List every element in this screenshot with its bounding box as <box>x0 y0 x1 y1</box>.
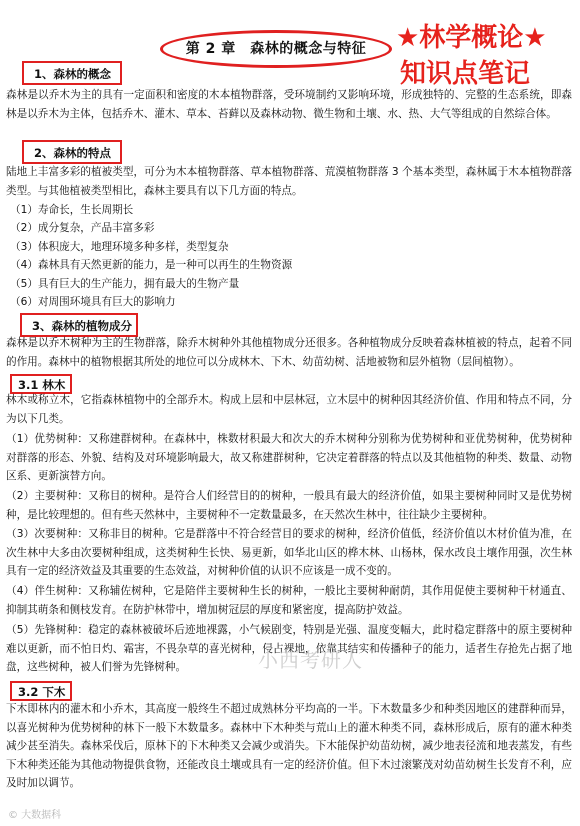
main-species-paragraph: （2）主要树种：又称目的树种。是符合人们经营目的的树种，一般具有最大的经济价值，如果主要树种同时又是优势树种，是比较理想的。但有些天然林中，主要树种不一定数量最多，在天然次生林中，往往缺少主要树种。 <box>6 490 572 521</box>
section-1-text: 森林是以乔木为主的具有一定面积和密度的木本植物群落，受环境制约又影响环境，形成独特的、完整的生态系统，即森林是以乔木为主体，包括乔木、灌木、草本、苔藓以及森林动物、微生物和土壤、水、热、大气等组成的自然综合体。 <box>6 89 572 120</box>
section-2-text: 陆地上丰富多彩的植被类型，可分为木本植物群落、草本植物群落、荒漠植物群落 3 个基本类型，森林属于木本植物群落类型。与其他植被类型相比，森林主要具有以下几方面的特点。 <box>6 166 572 197</box>
list-item: （2）成分复杂，产品丰富多彩 <box>10 222 155 235</box>
section-1-heading: 1、森林的概念 <box>34 67 112 81</box>
section-2-heading: 2、森林的特点 <box>34 146 112 160</box>
section-3-text: 森林是以乔木树种为主的生物群落，除乔木树种外其他植物成分还很多。各种植物成分反映着森林植被的特点，起着不同的作用。森林中的植物根据其所处的地位可以分成林木、下木、幼苗幼树、活地被物和层外植物（层间植物）。 <box>6 337 572 368</box>
list-item: （4）森林具有天然更新的能力，是一种可以再生的生物资源 <box>10 259 293 272</box>
list-item: （6）对周围环境具有巨大的影响力 <box>10 295 176 308</box>
list-item: （5）具有巨大的生产能力，拥有最大的生物产量 <box>10 277 240 290</box>
feature-list <box>10 201 292 311</box>
section-3-heading: 3、森林的植物成分 <box>32 319 133 333</box>
dominant-species-paragraph: （1）优势树种：又称建群树种。在森林中，株数材积最大和次大的乔木树种分别称为优势树种和亚优势树种，优势树种对群落的形态、外貌、结构及对环境影响最大，故又称建群树种，它决定着群落的特点以及其他植物的种类、数量、动物区系、更新演替方向。 <box>6 433 572 483</box>
list-item: （1）寿命长，生长周期长 <box>10 204 134 216</box>
pioneer-species-paragraph: （5）先锋树种：稳定的森林被破坏后迹地裸露，小气候剧变，特别是光强、温度变幅大，此时稳定群落中的原主要树种难以更新，而不怕日灼、霜害，不畏杂草的喜光树种，侵占裸地，依靠其结实和传播种子的能力，适者生存抢先占据了地盘，这些树种，被人们誉为先锋树种。 <box>6 624 572 674</box>
secondary-species-paragraph: （3）次要树种：又称非目的树种。它是群落中不符合经营目的要求的树种，经济价值低，经济价值以木材价值为准，在次生林中大多由次要树种组成，这类树种生长快、易更新，如华北山区的桦木林、山杨林，保水改良土壤作用强，次生林具有一定的经济效益及其重要的生态效益，对树种价值的认识不应该是一成不变的。 <box>6 528 572 578</box>
companion-species-paragraph: （4）伴生树种：又称辅佐树种，它是陪伴主要树种生长的树种，一般比主要树种耐荫，其作用促使主要树种干材通直、抑制其萌条和侧枝发育。在防护林带中，增加树冠层的厚度和紧密度，提高防护效益。 <box>6 585 572 616</box>
list-item: （3）体积庞大，地理环境多种多样，类型复杂 <box>10 240 229 253</box>
subsection-3-2-text: 下木即林内的灌木和小乔木，其高度一般终生不超过成熟林分平均高的一半。下木数量多少和种类因地区的建群种而异，以喜光树种为优势树种的林下一般下木数量多。森林中下木种类与荒山上的灌木种类不同，森林形成后，原有的灌木种类减少甚至消失。森林采伐后，原林下的下木种类又会减少或消失。下木能保护幼苗幼树，减少地表径流和地表蒸发，有些下木种类还能为其他动物提供食物，还能改良土壤或具有一定的经济价值。但下木过滚繁茂对幼苗幼树生长发育不利，应及时加以调节。 <box>6 703 572 790</box>
subsection-3-1-intro: 林木或称立木，它指森林植物中的全部乔木。构成上层和中层林冠，立木层中的树种因其经济价值、作用和特点不同，分为以下几类。 <box>6 394 572 425</box>
chapter-title: 第 2 章 森林的概念与特征 <box>185 41 367 57</box>
banner-line-1: ★林学概论★ <box>396 23 547 53</box>
subsection-3-2-heading: 3.2 下木 <box>18 685 66 699</box>
subsection-3-1-heading: 3.1 林木 <box>18 378 66 392</box>
watermark: 小西考研人 <box>258 648 363 672</box>
banner-line-2: 知识点笔记 <box>400 59 531 89</box>
footer-watermark: © 大数据科 <box>8 810 62 821</box>
